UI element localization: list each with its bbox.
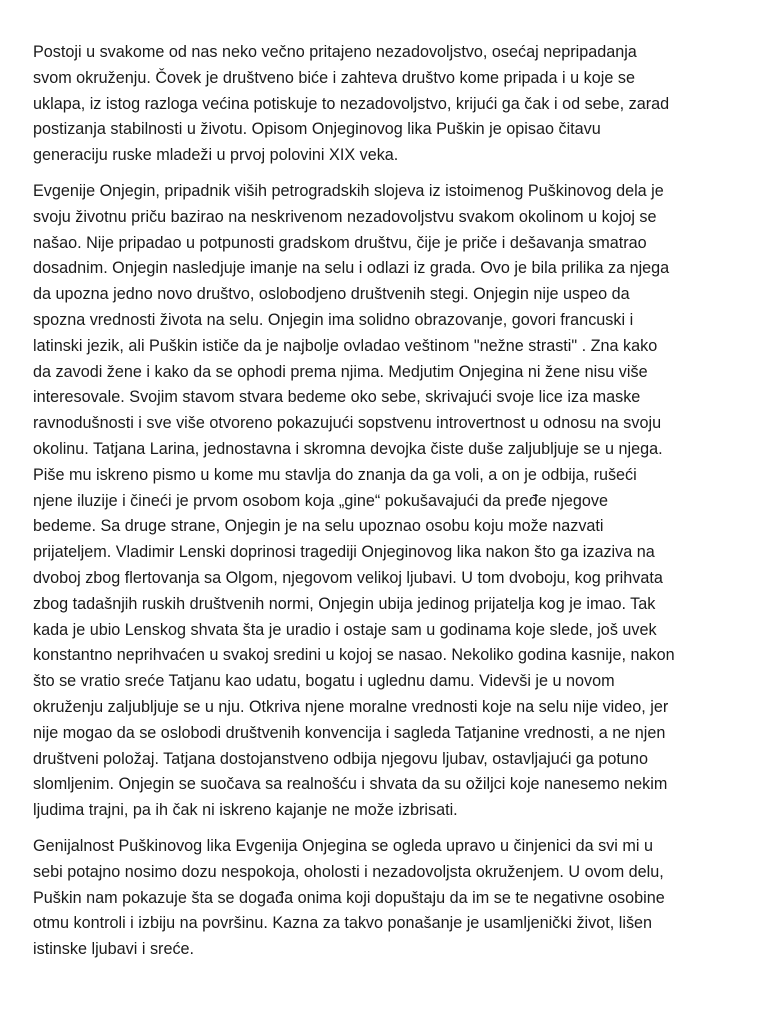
text-line: sebi potajno nosimo dozu nespokoja, oholosti i nezadovoljsta okruženjem. U ovom delu, xyxy=(33,862,664,881)
text-line: generaciju ruske mladeži u prvoj polovini XIX veka. xyxy=(33,146,399,165)
text-line: ljudima trajni, pa ih čak ni iskreno kajanje ne može izbrisati. xyxy=(33,801,458,820)
document-body xyxy=(33,40,743,973)
text-line: njene iluzije i čineći je prvom osobom koja „gine“ pokušavajući da pređe njegove xyxy=(33,491,608,510)
text-line: dvoboj zbog flertovanja sa Olgom, njegovom velikoj ljubavi. U tom dvoboju, kog prihvata xyxy=(33,568,663,587)
text-line: Piše mu iskreno pismo u kome mu stavlja do znanja da ga voli, a on je odbija, rušeći xyxy=(33,465,637,484)
text-line: što se vratio sreće Tatjanu kao udatu, bogatu i uglednu damu. Videvši je u novom xyxy=(33,672,615,691)
text-line: da zavodi žene i kako da se ophodi prema njima. Medjutim Onjegina ni žene nisu više xyxy=(33,362,648,381)
text-line: da upozna jedno novo društvo, oslobodjeno društvenih stegi. Onjegin nije uspeo da xyxy=(33,285,630,304)
text-line: Evgenije Onjegin, pripadnik viših petrogradskih slojeva iz istoimenog Puškinovog dela je xyxy=(33,181,664,200)
text-line: dosadnim. Onjegin nasledjuje imanje na selu i odlazi iz grada. Ovo je bila prilika za njega xyxy=(33,259,670,278)
text-line: konstantno neprihvaćen u svakoj sredini u kojoj se nasao. Nekoliko godina kasnije, nakon xyxy=(33,646,675,665)
text-line: Genijalnost Puškinovog lika Evgenija Onjegina se ogleda upravo u činjenici da svi mi u xyxy=(33,836,653,855)
paragraph-intro xyxy=(33,40,743,169)
text-line: društveni položaj. Tatjana dostojanstveno odbija njegovu ljubav, ostavljajući ga potuno xyxy=(33,749,648,768)
text-line: okruženju zaljubljuje se u nju. Otkriva njene moralne vrednosti koje na selu nije video, jer xyxy=(33,697,669,716)
text-line: Puškin nam pokazuje šta se događa onima koji dopuštaju da im se te negativne osobine xyxy=(33,888,665,907)
text-line: spozna vrednosti života na selu. Onjegin ima solidno obrazovanje, govori francuski i xyxy=(33,310,634,329)
text-line: svom okruženju. Čovek je društveno biće i zahteva društvo kome pripada i u koje se xyxy=(33,68,635,87)
text-line: bedeme. Sa druge strane, Onjegin je na selu upoznao osobu koju može nazvati xyxy=(33,517,604,536)
text-line: svoju životnu priču bazirao na neskrivenom nezadovoljstvu svakom okolinom u kojoj se xyxy=(33,207,657,226)
text-line: zbog tadašnjih ruskih društvenih normi, Onjegin ubija jedinog prijatelja kog je imao. Tak xyxy=(33,594,656,613)
text-line: istinske ljubavi i sreće. xyxy=(33,940,195,959)
text-line: otmu kontroli i izbiju na površinu. Kazna za takvo ponašanje je usamljenički život, lišen xyxy=(33,914,653,933)
text-line: postizanja stabilnosti u životu. Opisom Onjeginovog lika Puškin je opisao čitavu xyxy=(33,120,601,139)
text-line: ravnodušnosti i sve više otvoreno pokazujući sopstvenu introvertnost u odnosu na svoju xyxy=(33,414,662,433)
text-line: prijateljem. Vladimir Lenski doprinosi tragediji Onjeginovog lika nakon što ga izaziva na xyxy=(33,543,655,562)
paragraph-conclusion xyxy=(33,834,743,963)
text-line: našao. Nije pripadao u potpunosti gradskom društvu, čije je priče i dešavanja smatrao xyxy=(33,233,647,252)
paragraph-body xyxy=(33,179,743,824)
text-line: uklapa, iz istog razloga većina potiskuje to nezadovoljstvo, krijući ga čak i od sebe, zarad xyxy=(33,94,670,113)
text-line: latinski jezik, ali Puškin ističe da je najbolje ovladao veštinom "nežne strasti" . Zna kako xyxy=(33,336,658,355)
text-line: interesovale. Svojim stavom stvara bedeme oko sebe, skrivajući svoje lice iza maske xyxy=(33,388,641,407)
text-line: slomljenim. Onjegin se suočava sa realnošću i shvata da su ožiljci koje nanesemo nekim xyxy=(33,775,668,794)
text-line: nije mogao da se oslobodi društvenih konvencija i sagleda Tatjanine vrednosti, a ne njen xyxy=(33,723,666,742)
text-line: kada je ubio Lenskog shvata šta je uradio i ostaje sam u godinama koje slede, još uvek xyxy=(33,620,657,639)
text-line: okolinu. Tatjana Larina, jednostavna i skromna devojka čiste duše zaljubljuje se u njega. xyxy=(33,439,663,458)
text-line: Postoji u svakome od nas neko večno pritajeno nezadovoljstvo, osećaj nepripadanja xyxy=(33,43,637,61)
